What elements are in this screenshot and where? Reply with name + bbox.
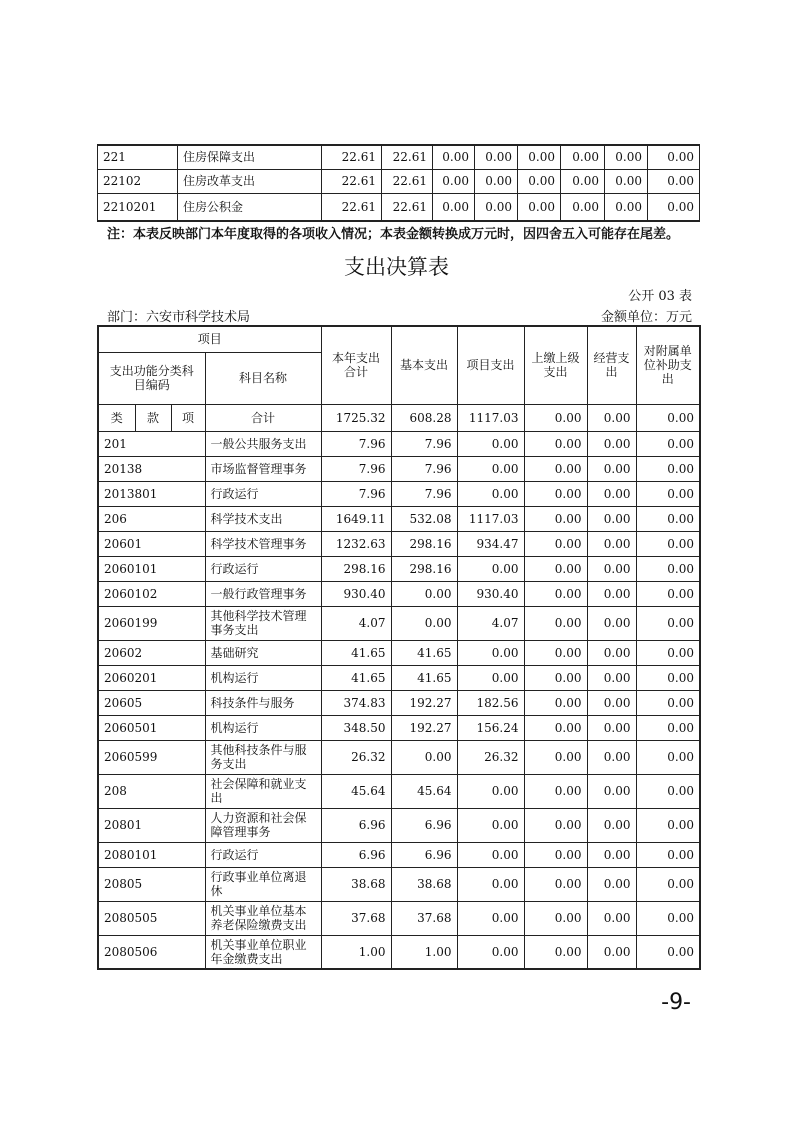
value-cell: 45.64 <box>391 774 457 808</box>
table-row <box>98 431 700 456</box>
value-cell: 930.40 <box>457 581 524 606</box>
header-col-operating: 经营支出 <box>587 326 636 404</box>
expenditure-table <box>97 325 701 970</box>
table-row <box>98 935 700 969</box>
value-cell: 0.00 <box>587 774 636 808</box>
name-cell: 基础研究 <box>205 640 321 665</box>
value-cell: 0.00 <box>524 715 587 740</box>
value-cell: 0.00 <box>587 506 636 531</box>
value-cell: 298.16 <box>391 556 457 581</box>
name-cell: 住房公积金 <box>178 193 322 221</box>
value-cell: 532.08 <box>391 506 457 531</box>
header-project: 项目 <box>98 326 321 352</box>
value-cell: 298.16 <box>391 531 457 556</box>
value-cell: 0.00 <box>457 431 524 456</box>
value-cell: 0.00 <box>636 740 700 774</box>
value-cell: 0.00 <box>524 808 587 842</box>
value-cell: 0.00 <box>636 901 700 935</box>
value-cell: 0.00 <box>636 431 700 456</box>
value-cell: 934.47 <box>457 531 524 556</box>
table-row <box>98 581 700 606</box>
table-row <box>98 808 700 842</box>
value-cell: 0.00 <box>605 193 648 221</box>
value-cell: 6.96 <box>391 808 457 842</box>
code-cell: 2210201 <box>98 193 178 221</box>
code-cell: 20801 <box>98 808 205 842</box>
value-cell: 0.00 <box>457 774 524 808</box>
value-cell: 0.00 <box>518 169 561 193</box>
value-cell: 0.00 <box>636 606 700 640</box>
value-cell: 0.00 <box>636 842 700 867</box>
value-cell: 0.00 <box>587 556 636 581</box>
code-cell: 2060599 <box>98 740 205 774</box>
name-cell: 一般公共服务支出 <box>205 431 321 456</box>
value-cell: 1117.03 <box>457 506 524 531</box>
code-cell: 206 <box>98 506 205 531</box>
name-cell: 行政运行 <box>205 842 321 867</box>
value-cell: 930.40 <box>321 581 391 606</box>
name-cell: 行政运行 <box>205 481 321 506</box>
code-cell: 22102 <box>98 169 178 193</box>
value-cell: 0.00 <box>524 740 587 774</box>
value-cell: 0.00 <box>587 531 636 556</box>
value-cell: 41.65 <box>321 640 391 665</box>
page-title: 支出决算表 <box>344 255 449 279</box>
table-row <box>98 715 700 740</box>
value-cell: 1232.63 <box>321 531 391 556</box>
code-cell: 2060102 <box>98 581 205 606</box>
value-cell: 0.00 <box>457 456 524 481</box>
value-cell: 6.96 <box>321 808 391 842</box>
value-cell: 0.00 <box>636 556 700 581</box>
table-note: 注：本表反映部门本年度取得的各项收入情况；本表金额转换成万元时，因四舍五入可能存在尾差。 <box>107 227 680 242</box>
value-cell: 0.00 <box>587 935 636 969</box>
name-cell: 机构运行 <box>205 715 321 740</box>
value-cell: 0.00 <box>587 665 636 690</box>
code-cell: 2080101 <box>98 842 205 867</box>
header-col-project: 项目支出 <box>457 326 524 404</box>
value-cell: 37.68 <box>391 901 457 935</box>
value-cell: 156.24 <box>457 715 524 740</box>
value-cell: 0.00 <box>457 935 524 969</box>
value-cell: 0.00 <box>524 606 587 640</box>
code-cell: 20602 <box>98 640 205 665</box>
name-cell: 社会保障和就业支出 <box>205 774 321 808</box>
value-cell: 1649.11 <box>321 506 391 531</box>
total-value: 608.28 <box>391 404 457 431</box>
table-row <box>98 145 700 169</box>
value-cell: 7.96 <box>321 481 391 506</box>
code-cell: 221 <box>98 145 178 169</box>
value-cell: 0.00 <box>636 581 700 606</box>
value-cell: 0.00 <box>636 531 700 556</box>
value-cell: 298.16 <box>321 556 391 581</box>
value-cell: 0.00 <box>561 169 605 193</box>
header-kuan: 款 <box>135 404 171 431</box>
name-cell: 其他科技条件与服务支出 <box>205 740 321 774</box>
value-cell: 37.68 <box>321 901 391 935</box>
value-cell: 0.00 <box>524 506 587 531</box>
code-cell: 208 <box>98 774 205 808</box>
table-row <box>98 169 700 193</box>
value-cell: 1.00 <box>391 935 457 969</box>
value-cell: 0.00 <box>433 193 475 221</box>
total-value: 0.00 <box>587 404 636 431</box>
table-row <box>98 640 700 665</box>
income-table-continued <box>97 144 700 222</box>
code-cell: 2060501 <box>98 715 205 740</box>
value-cell: 0.00 <box>587 456 636 481</box>
value-cell: 0.00 <box>524 481 587 506</box>
value-cell: 0.00 <box>475 145 518 169</box>
value-cell: 0.00 <box>457 901 524 935</box>
table-row <box>98 842 700 867</box>
value-cell: 26.32 <box>457 740 524 774</box>
value-cell: 0.00 <box>648 145 700 169</box>
value-cell: 0.00 <box>636 935 700 969</box>
value-cell: 192.27 <box>391 690 457 715</box>
value-cell: 22.61 <box>382 169 433 193</box>
value-cell: 0.00 <box>433 169 475 193</box>
code-cell: 2060101 <box>98 556 205 581</box>
code-cell: 20605 <box>98 690 205 715</box>
value-cell: 0.00 <box>636 774 700 808</box>
value-cell: 0.00 <box>587 431 636 456</box>
table-row <box>98 606 700 640</box>
value-cell: 0.00 <box>524 867 587 901</box>
table-row <box>98 665 700 690</box>
amount-unit-label: 金额单位：万元 <box>600 310 692 325</box>
value-cell: 0.00 <box>433 145 475 169</box>
value-cell: 0.00 <box>524 901 587 935</box>
value-cell: 0.00 <box>587 715 636 740</box>
code-cell: 201 <box>98 431 205 456</box>
value-cell: 0.00 <box>524 456 587 481</box>
name-cell: 机关事业单位基本养老保险缴费支出 <box>205 901 321 935</box>
value-cell: 4.07 <box>457 606 524 640</box>
value-cell: 0.00 <box>518 145 561 169</box>
table-row <box>98 867 700 901</box>
value-cell: 0.00 <box>457 556 524 581</box>
table-row <box>98 740 700 774</box>
value-cell: 41.65 <box>391 640 457 665</box>
code-cell: 2080505 <box>98 901 205 935</box>
value-cell: 0.00 <box>587 740 636 774</box>
value-cell: 0.00 <box>587 808 636 842</box>
total-value: 1725.32 <box>321 404 391 431</box>
name-cell: 行政运行 <box>205 556 321 581</box>
value-cell: 4.07 <box>321 606 391 640</box>
table-row <box>98 774 700 808</box>
value-cell: 0.00 <box>391 606 457 640</box>
value-cell: 0.00 <box>587 481 636 506</box>
value-cell: 0.00 <box>587 640 636 665</box>
code-cell: 2060201 <box>98 665 205 690</box>
value-cell: 0.00 <box>457 640 524 665</box>
name-cell: 人力资源和社会保障管理事务 <box>205 808 321 842</box>
value-cell: 0.00 <box>391 740 457 774</box>
value-cell: 0.00 <box>518 193 561 221</box>
header-col-total: 本年支出合计 <box>321 326 391 404</box>
value-cell: 7.96 <box>321 456 391 481</box>
total-value: 1117.03 <box>457 404 524 431</box>
code-cell: 20138 <box>98 456 205 481</box>
name-cell: 住房保障支出 <box>178 145 322 169</box>
name-cell: 一般行政管理事务 <box>205 581 321 606</box>
total-value: 0.00 <box>636 404 700 431</box>
value-cell: 0.00 <box>524 774 587 808</box>
value-cell: 0.00 <box>457 665 524 690</box>
value-cell: 0.00 <box>524 935 587 969</box>
value-cell: 22.61 <box>322 193 382 221</box>
value-cell: 0.00 <box>524 842 587 867</box>
code-cell: 20601 <box>98 531 205 556</box>
value-cell: 0.00 <box>524 431 587 456</box>
value-cell: 7.96 <box>391 481 457 506</box>
value-cell: 0.00 <box>457 808 524 842</box>
value-cell: 0.00 <box>524 690 587 715</box>
value-cell: 0.00 <box>636 640 700 665</box>
value-cell: 182.56 <box>457 690 524 715</box>
name-cell: 住房改革支出 <box>178 169 322 193</box>
value-cell: 22.61 <box>322 169 382 193</box>
value-cell: 0.00 <box>457 867 524 901</box>
table-row <box>98 690 700 715</box>
value-cell: 0.00 <box>648 193 700 221</box>
table-row <box>98 481 700 506</box>
value-cell: 41.65 <box>321 665 391 690</box>
value-cell: 0.00 <box>636 456 700 481</box>
value-cell: 7.96 <box>391 431 457 456</box>
name-cell: 市场监督管理事务 <box>205 456 321 481</box>
total-label: 合计 <box>205 404 321 431</box>
value-cell: 374.83 <box>321 690 391 715</box>
value-cell: 0.00 <box>524 640 587 665</box>
value-cell: 0.00 <box>636 867 700 901</box>
value-cell: 0.00 <box>457 842 524 867</box>
value-cell: 22.61 <box>382 145 433 169</box>
value-cell: 41.65 <box>391 665 457 690</box>
name-cell: 行政事业单位离退休 <box>205 867 321 901</box>
value-cell: 7.96 <box>321 431 391 456</box>
value-cell: 0.00 <box>561 145 605 169</box>
value-cell: 0.00 <box>391 581 457 606</box>
code-cell: 2080506 <box>98 935 205 969</box>
table-row <box>98 193 700 221</box>
value-cell: 0.00 <box>587 581 636 606</box>
page-number: -9- <box>661 990 691 1015</box>
name-cell: 机构运行 <box>205 665 321 690</box>
value-cell: 0.00 <box>475 169 518 193</box>
name-cell: 科学技术支出 <box>205 506 321 531</box>
value-cell: 0.00 <box>524 581 587 606</box>
total-value: 0.00 <box>524 404 587 431</box>
table-row <box>98 901 700 935</box>
value-cell: 0.00 <box>636 665 700 690</box>
code-cell: 2013801 <box>98 481 205 506</box>
header-col-remit: 上缴上级支出 <box>524 326 587 404</box>
value-cell: 0.00 <box>636 481 700 506</box>
name-cell: 科学技术管理事务 <box>205 531 321 556</box>
value-cell: 0.00 <box>524 556 587 581</box>
value-cell: 38.68 <box>391 867 457 901</box>
value-cell: 0.00 <box>636 506 700 531</box>
value-cell: 0.00 <box>587 690 636 715</box>
value-cell: 0.00 <box>636 690 700 715</box>
value-cell: 0.00 <box>457 481 524 506</box>
table-row <box>98 456 700 481</box>
form-number: 公开 03 表 <box>628 289 692 304</box>
name-cell: 科技条件与服务 <box>205 690 321 715</box>
value-cell: 0.00 <box>587 606 636 640</box>
table-row <box>98 506 700 531</box>
header-name: 科目名称 <box>205 352 321 404</box>
header-lei: 类 <box>98 404 135 431</box>
value-cell: 0.00 <box>636 808 700 842</box>
name-cell: 其他科学技术管理事务支出 <box>205 606 321 640</box>
value-cell: 45.64 <box>321 774 391 808</box>
value-cell: 348.50 <box>321 715 391 740</box>
header-col-basic: 基本支出 <box>391 326 457 404</box>
value-cell: 0.00 <box>605 145 648 169</box>
value-cell: 26.32 <box>321 740 391 774</box>
value-cell: 22.61 <box>322 145 382 169</box>
value-cell: 38.68 <box>321 867 391 901</box>
code-cell: 2060199 <box>98 606 205 640</box>
value-cell: 0.00 <box>636 715 700 740</box>
value-cell: 7.96 <box>391 456 457 481</box>
value-cell: 1.00 <box>321 935 391 969</box>
value-cell: 0.00 <box>524 665 587 690</box>
table-row <box>98 556 700 581</box>
value-cell: 22.61 <box>382 193 433 221</box>
value-cell: 0.00 <box>587 867 636 901</box>
value-cell: 0.00 <box>605 169 648 193</box>
code-cell: 20805 <box>98 867 205 901</box>
value-cell: 6.96 <box>321 842 391 867</box>
header-xiang: 项 <box>171 404 205 431</box>
value-cell: 0.00 <box>587 901 636 935</box>
value-cell: 0.00 <box>524 531 587 556</box>
value-cell: 192.27 <box>391 715 457 740</box>
table-row <box>98 531 700 556</box>
header-code: 支出功能分类科目编码 <box>98 352 205 404</box>
name-cell: 机关事业单位职业年金缴费支出 <box>205 935 321 969</box>
department-label: 部门：六安市科学技术局 <box>107 310 251 325</box>
value-cell: 0.00 <box>587 842 636 867</box>
header-col-subsidy: 对附属单位补助支出 <box>636 326 700 404</box>
value-cell: 0.00 <box>475 193 518 221</box>
value-cell: 0.00 <box>648 169 700 193</box>
value-cell: 6.96 <box>391 842 457 867</box>
value-cell: 0.00 <box>561 193 605 221</box>
